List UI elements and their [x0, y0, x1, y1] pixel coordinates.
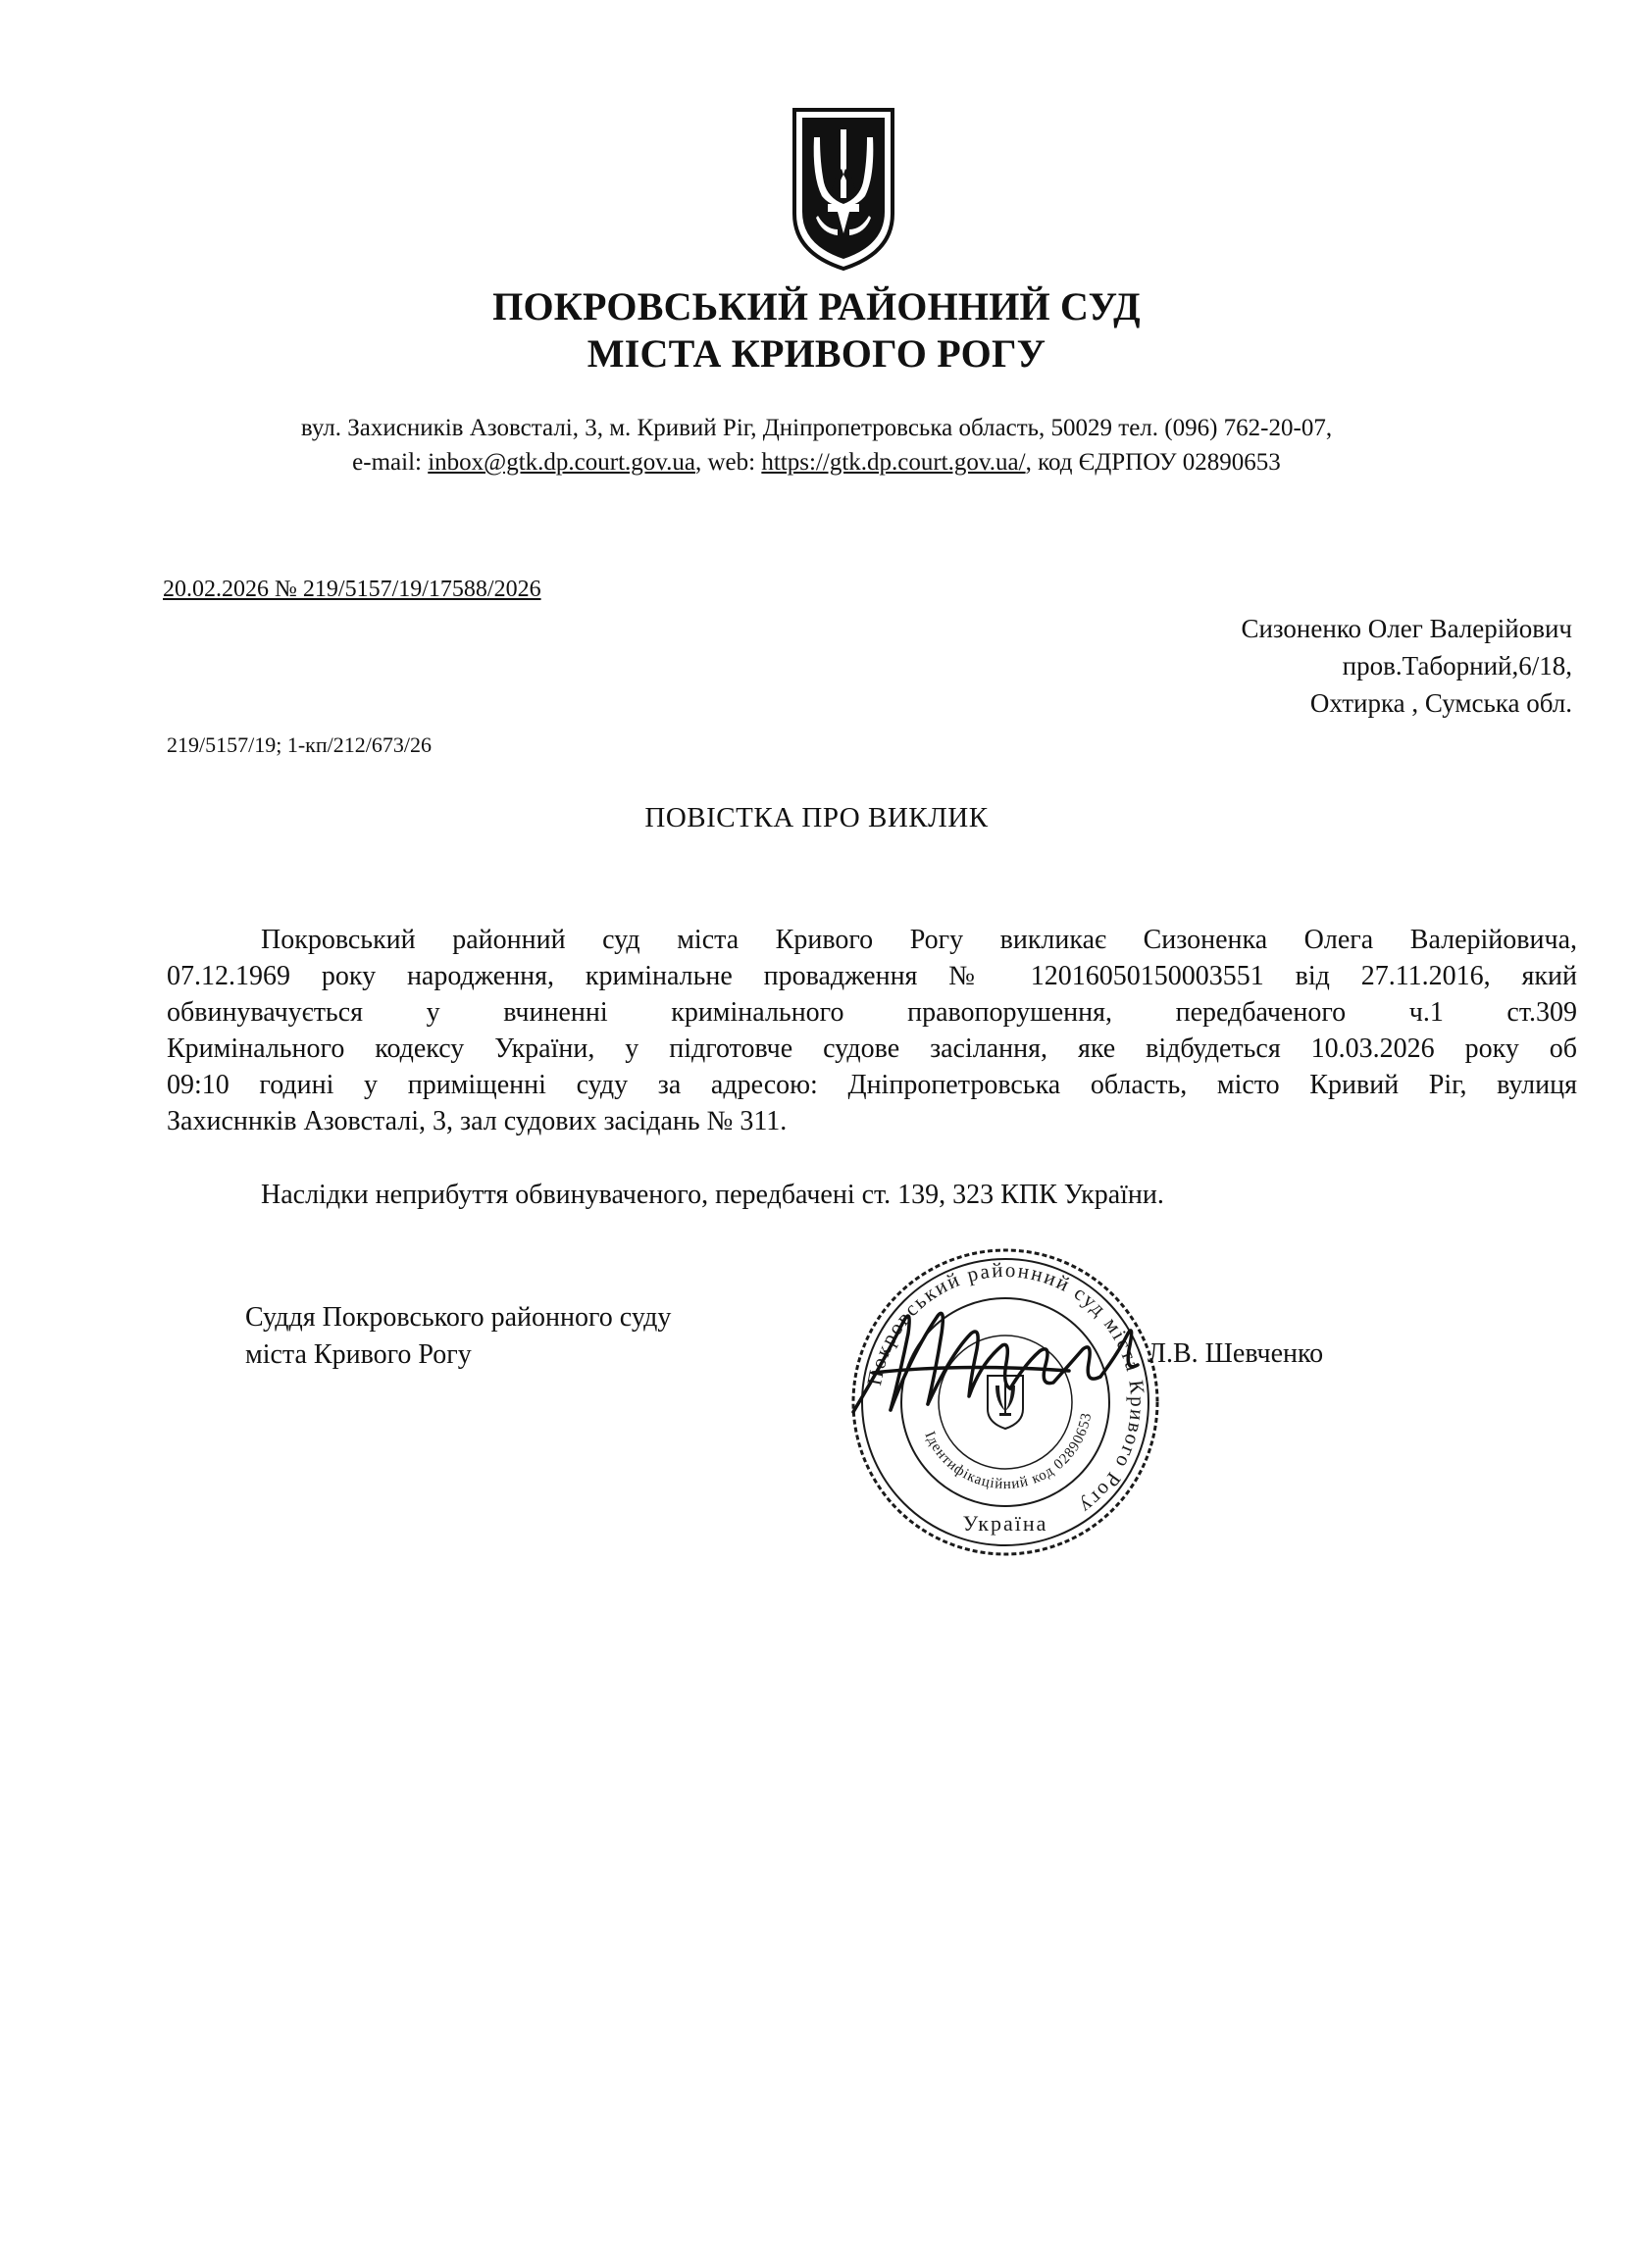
stamp-inner-text: Ідентифікаційний код 02890653	[921, 1411, 1096, 1493]
document-title: ПОВІСТКА ПРО ВИКЛИК	[644, 802, 989, 833]
outgoing-number: 20.02.2026 № 219/5157/19/17588/2026	[163, 577, 541, 602]
recipient-name: Сизоненко Олег Валерійович	[1241, 614, 1572, 643]
consequence-note: Наслідки неприбуття обвинуваченого, передбачені ст. 139, 323 КПК України.	[261, 1180, 1164, 1210]
body-line: Покровський районний суд міста Кривого Рогу викликає Сизоненка Олега Валерійовича,	[261, 925, 1577, 955]
body-line: Кримінального кодексу України, у підготовче судове засілання, яке відбудеться 10.03.2026 року об	[167, 1033, 1577, 1064]
stamp-bottom-text: Україна	[962, 1511, 1048, 1536]
body-line: обвинувачується у вчиненні кримінального правопорушення, передбаченого ч.1 ст.309	[167, 997, 1577, 1028]
email-link[interactable]: inbox@gtk.dp.court.gov.ua	[428, 449, 695, 476]
signer-title-line2: міста Кривого Рогу	[245, 1339, 472, 1370]
court-name-line2: МІСТА КРИВОГО РОГУ	[587, 331, 1046, 376]
recipient-block	[1241, 610, 1572, 722]
edrpou-code: , код ЄДРПОУ 02890653	[1025, 449, 1281, 476]
handwritten-signature-icon	[843, 1294, 1157, 1422]
judge-name: Л.В. Шевченко	[1148, 1338, 1324, 1369]
signer-title	[245, 1299, 671, 1374]
court-address: вул. Захисників Азовсталі, 3, м. Кривий Ріг, Дніпропетровська область, 50029 тел. (096) 762-20-07,	[300, 415, 1333, 441]
stamp-outer-text: Покровський районний суд міста Кривого Рогу	[862, 1257, 1150, 1520]
body-line: 09:10 годині у приміщенні суду за адресою: Дніпропетровська область, місто Кривий Ріг, вулиця	[167, 1070, 1577, 1100]
web-label: , web:	[695, 449, 762, 476]
body-line: Захисннків Азовсталі, 3, зал судових засідань № 311.	[167, 1106, 788, 1136]
ukraine-trident-emblem-icon	[789, 106, 898, 273]
recipient-city: Охтирка , Сумська обл.	[1309, 688, 1572, 718]
court-contacts	[0, 446, 1633, 479]
web-link[interactable]: https://gtk.dp.court.gov.ua/	[761, 449, 1026, 476]
email-label: e-mail:	[352, 449, 429, 476]
body-line: 07.12.1969 року народження, кримінальне провадження № 12016050150003551 від 27.11.2016, який	[167, 961, 1577, 991]
signer-title-line1: Суддя Покровського районного суду	[245, 1302, 672, 1333]
summons-body	[167, 922, 1577, 1139]
recipient-street: пров.Таборний,6/18,	[1342, 651, 1572, 680]
court-name-line1: ПОКРОВСЬКИЙ РАЙОННИЙ СУД	[492, 284, 1141, 328]
case-reference: 219/5157/19; 1-кп/212/673/26	[167, 732, 432, 757]
